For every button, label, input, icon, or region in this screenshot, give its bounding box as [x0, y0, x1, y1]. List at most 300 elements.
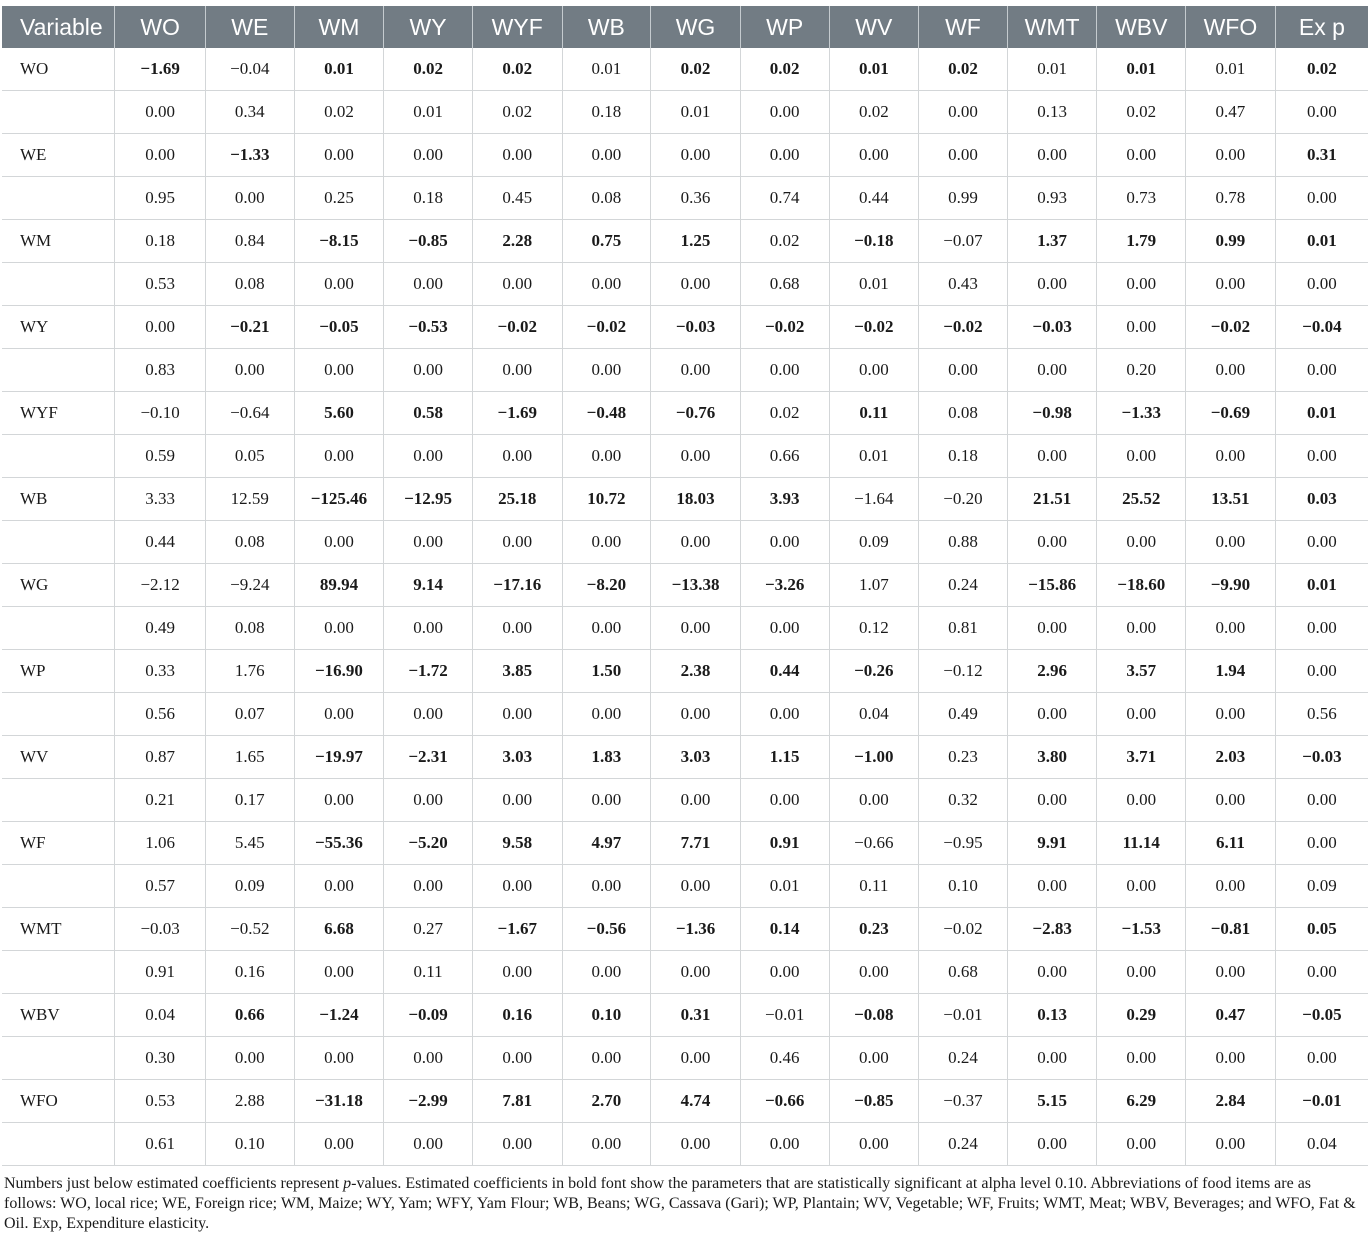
pvalue-cell: 0.00 [472, 951, 562, 994]
row-variable-label: WV [2, 736, 115, 779]
table-header-row [2, 6, 1368, 48]
coefficient-cell: 0.00 [1097, 134, 1186, 177]
table-row [2, 1080, 1368, 1123]
pvalue-cell: 0.00 [562, 1123, 651, 1166]
coefficient-cell: 1.07 [829, 564, 919, 607]
pvalue-cell: 0.00 [384, 435, 473, 478]
pvalue-cell: 0.00 [562, 607, 651, 650]
pvalue-cell: 0.00 [472, 349, 562, 392]
pvalue-cell: 0.00 [1097, 435, 1186, 478]
pvalue-cell: 0.00 [1275, 177, 1368, 220]
pvalue-cell: 0.11 [829, 865, 919, 908]
coefficient-cell: −0.69 [1186, 392, 1276, 435]
coefficient-cell: −0.01 [1275, 1080, 1368, 1123]
pvalue-cell: 0.01 [829, 263, 919, 306]
coefficient-cell: −0.02 [740, 306, 829, 349]
coefficient-cell: 9.91 [1007, 822, 1097, 865]
coefficient-cell: −0.03 [1007, 306, 1097, 349]
pvalue-row [2, 865, 1368, 908]
pvalue-cell: 0.00 [1097, 779, 1186, 822]
coefficient-cell: 6.68 [294, 908, 384, 951]
coefficient-cell: 0.00 [651, 134, 741, 177]
coefficient-cell: 7.71 [651, 822, 741, 865]
coefficient-cell: 0.01 [294, 48, 384, 91]
coefficient-cell: 1.50 [562, 650, 651, 693]
coefficient-cell: −1.53 [1097, 908, 1186, 951]
empty-label-cell [2, 951, 115, 994]
pvalue-cell: 0.00 [651, 1123, 741, 1166]
row-variable-label: WMT [2, 908, 115, 951]
coefficient-cell: 0.00 [562, 134, 651, 177]
pvalue-cell: 0.00 [829, 349, 919, 392]
coefficient-cell: −1.33 [1097, 392, 1186, 435]
pvalue-cell: 0.04 [829, 693, 919, 736]
pvalue-cell: 0.02 [472, 91, 562, 134]
pvalue-cell: 0.00 [294, 693, 384, 736]
coefficient-cell: 0.13 [1007, 994, 1097, 1037]
pvalue-cell: 0.68 [740, 263, 829, 306]
pvalue-cell: 0.61 [115, 1123, 206, 1166]
coefficient-cell: 0.01 [829, 48, 919, 91]
coefficient-cell: −9.90 [1186, 564, 1276, 607]
coefficient-cell: 0.01 [1275, 220, 1368, 263]
pvalue-row [2, 693, 1368, 736]
coefficient-cell: −0.09 [384, 994, 473, 1037]
pvalue-cell: 0.74 [740, 177, 829, 220]
pvalue-cell: 0.00 [740, 91, 829, 134]
pvalue-cell: 0.83 [115, 349, 206, 392]
coefficient-cell: 0.00 [1275, 650, 1368, 693]
pvalue-cell: 0.73 [1097, 177, 1186, 220]
coefficient-cell: 0.10 [562, 994, 651, 1037]
coefficient-cell: 3.71 [1097, 736, 1186, 779]
pvalue-cell: 0.00 [651, 263, 741, 306]
pvalue-cell: 0.00 [829, 1123, 919, 1166]
pvalue-cell: 0.09 [1275, 865, 1368, 908]
pvalue-cell: 0.99 [919, 177, 1008, 220]
row-variable-label: WM [2, 220, 115, 263]
pvalue-cell: 0.00 [919, 91, 1008, 134]
pvalue-cell: 0.18 [919, 435, 1008, 478]
pvalue-cell: 0.05 [205, 435, 294, 478]
pvalue-cell: 0.00 [1186, 779, 1276, 822]
table-row [2, 650, 1368, 693]
coefficient-cell: −0.03 [115, 908, 206, 951]
coefficient-cell: 1.65 [205, 736, 294, 779]
coefficient-cell: 3.03 [651, 736, 741, 779]
pvalue-cell: 0.00 [1186, 521, 1276, 564]
coefficient-cell: −1.24 [294, 994, 384, 1037]
coefficient-cell: 0.87 [115, 736, 206, 779]
pvalue-row [2, 607, 1368, 650]
pvalue-cell: 0.00 [740, 607, 829, 650]
pvalue-cell: 0.00 [384, 693, 473, 736]
coefficient-cell: 0.14 [740, 908, 829, 951]
empty-label-cell [2, 177, 115, 220]
coefficient-cell: 0.02 [1275, 48, 1368, 91]
pvalue-cell: 0.09 [829, 521, 919, 564]
pvalue-cell: 0.00 [1007, 521, 1097, 564]
pvalue-cell: 0.02 [1097, 91, 1186, 134]
pvalue-row [2, 951, 1368, 994]
pvalue-cell: 0.00 [740, 951, 829, 994]
coefficient-cell: 0.00 [919, 134, 1008, 177]
header-wm: WM [294, 6, 384, 48]
pvalue-cell: 0.12 [829, 607, 919, 650]
pvalue-cell: 0.00 [1186, 349, 1276, 392]
pvalue-cell: 0.00 [1097, 951, 1186, 994]
empty-label-cell [2, 435, 115, 478]
coefficient-cell: 4.97 [562, 822, 651, 865]
coefficient-cell: −55.36 [294, 822, 384, 865]
pvalue-cell: 0.09 [205, 865, 294, 908]
pvalue-cell: 0.56 [115, 693, 206, 736]
pvalue-cell: 0.00 [115, 91, 206, 134]
table-row [2, 994, 1368, 1037]
footnote-text-part1: Numbers just below estimated coefficients represent [4, 1175, 344, 1192]
coefficient-cell: 0.00 [1275, 822, 1368, 865]
pvalue-cell: 0.07 [205, 693, 294, 736]
pvalue-cell: 0.17 [205, 779, 294, 822]
pvalue-cell: 0.00 [740, 349, 829, 392]
pvalue-cell: 0.00 [294, 435, 384, 478]
coefficient-cell: 0.00 [829, 134, 919, 177]
pvalue-cell: 0.00 [294, 1123, 384, 1166]
pvalue-cell: 0.47 [1186, 91, 1276, 134]
empty-label-cell [2, 263, 115, 306]
empty-label-cell [2, 1037, 115, 1080]
coefficient-cell: 0.00 [740, 134, 829, 177]
pvalue-cell: 0.00 [294, 521, 384, 564]
pvalue-cell: 0.00 [472, 779, 562, 822]
pvalue-cell: 0.00 [1007, 779, 1097, 822]
pvalue-cell: 0.00 [384, 263, 473, 306]
pvalue-cell: 0.00 [1275, 779, 1368, 822]
table-row [2, 134, 1368, 177]
coefficient-cell: 9.14 [384, 564, 473, 607]
coefficient-cell: −0.02 [1186, 306, 1276, 349]
pvalue-cell: 0.00 [472, 1123, 562, 1166]
coefficient-cell: 2.28 [472, 220, 562, 263]
coefficient-cell: −0.04 [205, 48, 294, 91]
pvalue-cell: 0.01 [384, 91, 473, 134]
table-row [2, 48, 1368, 91]
coefficient-cell: 3.85 [472, 650, 562, 693]
coefficient-cell: −0.02 [919, 306, 1008, 349]
header-wv: WV [829, 6, 919, 48]
pvalue-cell: 0.24 [919, 1037, 1008, 1080]
pvalue-cell: 0.44 [829, 177, 919, 220]
coefficient-cell: −18.60 [1097, 564, 1186, 607]
coefficient-cell: −0.07 [919, 220, 1008, 263]
pvalue-cell: 0.00 [562, 1037, 651, 1080]
pvalue-cell: 0.81 [919, 607, 1008, 650]
coefficient-cell: 2.96 [1007, 650, 1097, 693]
coefficient-cell: −0.02 [562, 306, 651, 349]
pvalue-cell: 0.68 [919, 951, 1008, 994]
pvalue-cell: 0.00 [562, 263, 651, 306]
pvalue-cell: 0.56 [1275, 693, 1368, 736]
pvalue-cell: 0.00 [740, 693, 829, 736]
pvalue-row [2, 779, 1368, 822]
pvalue-cell: 0.00 [1097, 693, 1186, 736]
pvalue-cell: 0.00 [562, 349, 651, 392]
pvalue-cell: 0.10 [205, 1123, 294, 1166]
pvalue-cell: 0.00 [651, 607, 741, 650]
pvalue-cell: 0.00 [740, 1123, 829, 1166]
coefficient-cell: 0.01 [1275, 564, 1368, 607]
empty-label-cell [2, 779, 115, 822]
pvalue-cell: 0.00 [472, 263, 562, 306]
coefficient-cell: 0.31 [651, 994, 741, 1037]
coefficient-cell: −0.56 [562, 908, 651, 951]
coefficient-cell: 0.11 [829, 392, 919, 435]
coefficient-cell: 0.44 [740, 650, 829, 693]
coefficient-cell: 0.53 [115, 1080, 206, 1123]
pvalue-cell: 0.00 [1275, 1037, 1368, 1080]
pvalue-cell: 0.00 [294, 349, 384, 392]
coefficient-cell: 2.88 [205, 1080, 294, 1123]
row-variable-label: WFO [2, 1080, 115, 1123]
empty-label-cell [2, 349, 115, 392]
coefficient-cell: −15.86 [1007, 564, 1097, 607]
coefficient-cell: −0.04 [1275, 306, 1368, 349]
header-wbv: WBV [1097, 6, 1186, 48]
coefficient-cell: 7.81 [472, 1080, 562, 1123]
coefficient-cell: −0.05 [294, 306, 384, 349]
pvalue-cell: 0.00 [1275, 607, 1368, 650]
coefficient-cell: 1.76 [205, 650, 294, 693]
pvalue-cell: 0.49 [115, 607, 206, 650]
pvalue-cell: 0.00 [1097, 263, 1186, 306]
coefficient-cell: 0.01 [1186, 48, 1276, 91]
pvalue-cell: 0.32 [919, 779, 1008, 822]
coefficient-cell: 6.29 [1097, 1080, 1186, 1123]
empty-label-cell [2, 865, 115, 908]
coefficient-cell: 5.45 [205, 822, 294, 865]
coefficient-cell: 0.99 [1186, 220, 1276, 263]
coefficient-cell: 0.84 [205, 220, 294, 263]
pvalue-row [2, 177, 1368, 220]
coefficient-cell: −0.76 [651, 392, 741, 435]
row-variable-label: WYF [2, 392, 115, 435]
coefficient-cell: 0.00 [115, 134, 206, 177]
pvalue-cell: 0.00 [651, 951, 741, 994]
pvalue-row [2, 91, 1368, 134]
coefficient-cell: −0.52 [205, 908, 294, 951]
pvalue-cell: 0.00 [205, 349, 294, 392]
coefficient-cell: −0.10 [115, 392, 206, 435]
coefficient-cell: 0.01 [562, 48, 651, 91]
coefficient-cell: 10.72 [562, 478, 651, 521]
pvalue-cell: 0.00 [651, 349, 741, 392]
coefficient-cell: 0.01 [1007, 48, 1097, 91]
coefficient-cell: −1.36 [651, 908, 741, 951]
pvalue-cell: 0.00 [472, 693, 562, 736]
coefficient-cell: 3.93 [740, 478, 829, 521]
coefficient-cell: 21.51 [1007, 478, 1097, 521]
coefficient-cell: −0.03 [651, 306, 741, 349]
coefficient-cell: 0.24 [919, 564, 1008, 607]
empty-label-cell [2, 607, 115, 650]
coefficient-cell: 1.25 [651, 220, 741, 263]
coefficient-cell: 1.83 [562, 736, 651, 779]
coefficient-cell: −1.69 [115, 48, 206, 91]
pvalue-cell: 0.00 [1186, 693, 1276, 736]
pvalue-cell: 0.44 [115, 521, 206, 564]
header-wfo: WFO [1186, 6, 1276, 48]
pvalue-cell: 0.00 [1186, 1037, 1276, 1080]
elasticity-table-container [2, 6, 1368, 1166]
pvalue-cell: 0.00 [829, 1037, 919, 1080]
empty-label-cell [2, 1123, 115, 1166]
coefficient-cell: −0.02 [919, 908, 1008, 951]
pvalue-cell: 0.00 [562, 693, 651, 736]
pvalue-cell: 0.00 [562, 779, 651, 822]
coefficient-cell: 0.00 [115, 306, 206, 349]
pvalue-cell: 0.00 [1097, 1037, 1186, 1080]
pvalue-cell: 0.95 [115, 177, 206, 220]
coefficient-cell: −31.18 [294, 1080, 384, 1123]
pvalue-cell: 0.00 [1186, 865, 1276, 908]
pvalue-cell: 0.00 [1275, 349, 1368, 392]
pvalue-cell: 0.45 [472, 177, 562, 220]
pvalue-cell: 0.00 [651, 865, 741, 908]
empty-label-cell [2, 521, 115, 564]
table-footnote [4, 1174, 1366, 1234]
pvalue-cell: 0.00 [829, 779, 919, 822]
pvalue-cell: 0.08 [205, 263, 294, 306]
pvalue-cell: 0.00 [1007, 607, 1097, 650]
footnote-text-part2: -values. Estimated coefficients in bold font show the parameters that are statistically significant at alpha level 0.10. Abbreviations of food items are as follows: WO, local rice; WE, Foreign rice; WM, Maize; WY, Yam; WFY, Yam Flour; WB, Beans; WG, Cassava (Gari); WP, Plantain; WV, Vegetable; WF, Fruits; WMT, Meat; WBV, Beverages; and WFO, Fat & Oil. Exp, Expenditure elasticity. [4, 1175, 1356, 1232]
coefficient-cell: 13.51 [1186, 478, 1276, 521]
coefficient-cell: 0.18 [115, 220, 206, 263]
pvalue-cell: 0.04 [1275, 1123, 1368, 1166]
coefficient-cell: −0.02 [829, 306, 919, 349]
pvalue-cell: 0.00 [1275, 263, 1368, 306]
coefficient-cell: −2.83 [1007, 908, 1097, 951]
coefficient-cell: 0.01 [1275, 392, 1368, 435]
row-variable-label: WP [2, 650, 115, 693]
coefficient-cell: 0.00 [1097, 306, 1186, 349]
coefficient-cell: 0.03 [1275, 478, 1368, 521]
coefficient-cell: 0.00 [1186, 134, 1276, 177]
pvalue-cell: 0.00 [1275, 951, 1368, 994]
pvalue-row [2, 349, 1368, 392]
row-variable-label: WF [2, 822, 115, 865]
coefficient-cell: 0.66 [205, 994, 294, 1037]
pvalue-cell: 0.00 [1007, 263, 1097, 306]
coefficient-cell: 0.08 [919, 392, 1008, 435]
table-row [2, 564, 1368, 607]
pvalue-cell: 0.10 [919, 865, 1008, 908]
coefficient-cell: 0.58 [384, 392, 473, 435]
coefficient-cell: −0.08 [829, 994, 919, 1037]
empty-label-cell [2, 91, 115, 134]
coefficient-cell: 0.04 [115, 994, 206, 1037]
coefficient-cell: −1.64 [829, 478, 919, 521]
pvalue-cell: 0.00 [384, 779, 473, 822]
pvalue-cell: 0.00 [472, 521, 562, 564]
table-row [2, 306, 1368, 349]
coefficient-cell: 0.02 [740, 220, 829, 263]
pvalue-cell: 0.00 [1097, 1123, 1186, 1166]
pvalue-cell: 0.20 [1097, 349, 1186, 392]
coefficient-cell: 25.52 [1097, 478, 1186, 521]
coefficient-cell: 0.23 [919, 736, 1008, 779]
header-variable: Variable [2, 6, 115, 48]
pvalue-cell: 0.00 [384, 349, 473, 392]
coefficient-cell: −0.21 [205, 306, 294, 349]
pvalue-cell: 0.08 [205, 521, 294, 564]
header-we: WE [205, 6, 294, 48]
pvalue-cell: 0.00 [1186, 1123, 1276, 1166]
pvalue-cell: 0.00 [294, 951, 384, 994]
pvalue-cell: 0.00 [919, 349, 1008, 392]
coefficient-cell: 0.33 [115, 650, 206, 693]
coefficient-cell: −0.01 [919, 994, 1008, 1037]
pvalue-cell: 0.34 [205, 91, 294, 134]
pvalue-cell: 0.00 [294, 263, 384, 306]
coefficient-cell: −0.66 [740, 1080, 829, 1123]
pvalue-cell: 0.00 [1275, 435, 1368, 478]
coefficient-cell: 4.74 [651, 1080, 741, 1123]
coefficient-cell: 0.16 [472, 994, 562, 1037]
pvalue-cell: 0.00 [1275, 521, 1368, 564]
pvalue-row [2, 1037, 1368, 1080]
coefficient-cell: 0.02 [919, 48, 1008, 91]
coefficient-cell: 0.00 [1007, 134, 1097, 177]
coefficient-cell: −0.37 [919, 1080, 1008, 1123]
coefficient-cell: −0.85 [384, 220, 473, 263]
pvalue-cell: 0.00 [651, 521, 741, 564]
table-row [2, 392, 1368, 435]
table-row [2, 908, 1368, 951]
pvalue-cell: 0.25 [294, 177, 384, 220]
header-wyf: WYF [472, 6, 562, 48]
pvalue-cell: 0.88 [919, 521, 1008, 564]
pvalue-cell: 0.00 [472, 435, 562, 478]
coefficient-cell: 1.79 [1097, 220, 1186, 263]
coefficient-cell: −17.16 [472, 564, 562, 607]
table-row [2, 822, 1368, 865]
pvalue-cell: 0.00 [205, 1037, 294, 1080]
pvalue-row [2, 435, 1368, 478]
pvalue-cell: 0.08 [562, 177, 651, 220]
pvalue-cell: 0.00 [1007, 1123, 1097, 1166]
pvalue-cell: 0.00 [1275, 91, 1368, 134]
coefficient-cell: 25.18 [472, 478, 562, 521]
pvalue-cell: 0.00 [562, 435, 651, 478]
pvalue-cell: 0.00 [1007, 865, 1097, 908]
coefficient-cell: −0.66 [829, 822, 919, 865]
coefficient-cell: 1.94 [1186, 650, 1276, 693]
pvalue-cell: 0.59 [115, 435, 206, 478]
coefficient-cell: 0.29 [1097, 994, 1186, 1037]
coefficient-cell: −2.31 [384, 736, 473, 779]
pvalue-cell: 0.00 [294, 779, 384, 822]
coefficient-cell: 5.15 [1007, 1080, 1097, 1123]
table-row [2, 478, 1368, 521]
coefficient-cell: −1.00 [829, 736, 919, 779]
header-wy: WY [384, 6, 473, 48]
pvalue-cell: 0.00 [472, 1037, 562, 1080]
pvalue-cell: 0.57 [115, 865, 206, 908]
pvalue-row [2, 1123, 1368, 1166]
header-wp: WP [740, 6, 829, 48]
coefficient-cell: −0.20 [919, 478, 1008, 521]
pvalue-cell: 0.18 [562, 91, 651, 134]
